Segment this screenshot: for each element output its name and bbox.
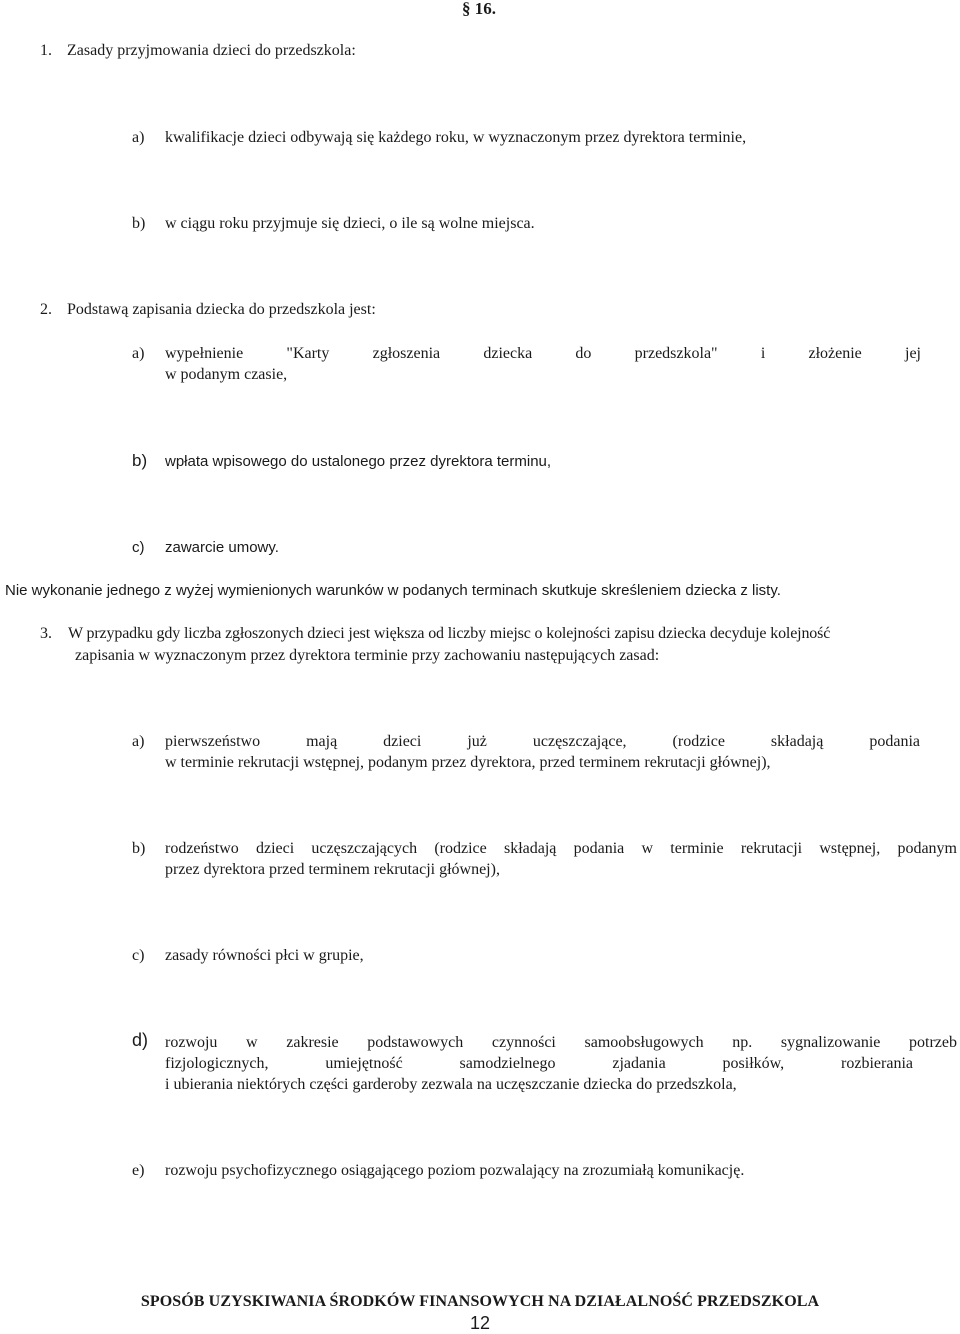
rule3-item-a-line2: w terminie rekrutacji wstępnej, podanym przez dyrektora, przed terminem rekrutacji głównej), <box>165 754 771 771</box>
rule2-item-c-label: c) <box>132 539 145 556</box>
section-mark: § 16. <box>462 0 496 18</box>
rule2-note: Nie wykonanie jednego z wyżej wymienionych warunków w podanych terminach skutkuje skreśleniem dziecka z listy. <box>5 582 781 599</box>
rule2-item-a-line2: w podanym czasie, <box>165 366 288 383</box>
rule1-title: Zasady przyjmowania dzieci do przedszkola: <box>67 42 356 59</box>
rule3-item-d-line1: rozwoju w zakresie podstawowych czynności samoobsługowych np. sygnalizowanie potrzeb <box>165 1034 957 1051</box>
rule3-item-b-label: b) <box>132 840 146 857</box>
rule1-item-a-text: kwalifikacje dzieci odbywają się każdego roku, w wyznaczonym przez dyrektora terminie, <box>165 129 747 146</box>
rule3-item-e-label: e) <box>132 1162 145 1179</box>
rule2-number: 2. <box>40 301 52 318</box>
rule2-item-b-text: wpłata wpisowego do ustalonego przez dyrektora terminu, <box>165 453 552 470</box>
rule3-item-d-label: d) <box>132 1030 149 1050</box>
rule2-item-a-label: a) <box>132 345 145 362</box>
rule3-line1: W przypadku gdy liczba zgłoszonych dzieci jest większa od liczby miejsc o kolejności zapisu dziecka decyduje kolejność <box>68 625 831 642</box>
rule3-item-e-text: rozwoju psychofizycznego osiągającego poziom pozwalający na zrozumiałą komunikację. <box>165 1162 745 1179</box>
rule2-item-b-label: b) <box>132 451 148 470</box>
rule2-item-c-text: zawarcie umowy. <box>165 539 279 556</box>
rule1-number: 1. <box>40 42 52 59</box>
rule2-title: Podstawą zapisania dziecka do przedszkola jest: <box>67 301 376 318</box>
rule3-line2: zapisania w wyznaczonym przez dyrektora terminie przy zachowaniu następujących zasad: <box>75 647 660 664</box>
rule1-item-b-text: w ciągu roku przyjmuje się dzieci, o ile są wolne miejsca. <box>165 215 535 232</box>
rule3-item-c-label: c) <box>132 947 145 964</box>
rule3-item-a-line1: pierwszeństwo mają dzieci już uczęszczające, (rodzice składają podania <box>165 733 920 750</box>
rule3-number: 3. <box>40 625 52 642</box>
rule2-item-a-line1: wypełnienie "Karty zgłoszenia dziecka do przedszkola" i złożenie jej <box>165 345 921 362</box>
rule3-item-d-line3: i ubierania niektórych części garderoby zezwala na uczęszczanie dziecka do przedszkola, <box>165 1076 737 1093</box>
rule3-item-b-line2: przez dyrektora przed terminem rekrutacji głównej), <box>165 861 500 878</box>
rule3-item-d-line2: fizjologicznych, umiejętność samodzielnego zjadania posiłków, rozbierania <box>165 1055 913 1072</box>
rule3-item-b-line1: rodzeństwo dzieci uczęszczających (rodzice składają podania w terminie rekrutacji wstępnej, podanym <box>165 840 957 857</box>
rule1-item-b-label: b) <box>132 215 146 232</box>
rule1-item-a-label: a) <box>132 129 145 146</box>
page-number: 12 <box>469 1313 491 1333</box>
rule3-item-c-text: zasady równości płci w grupie, <box>165 947 364 964</box>
footer-title: SPOSÓB UZYSKIWANIA ŚRODKÓW FINANSOWYCH NA DZIAŁALNOŚĆ PRZEDSZKOLA <box>140 1293 820 1310</box>
rule3-item-a-label: a) <box>132 733 145 750</box>
